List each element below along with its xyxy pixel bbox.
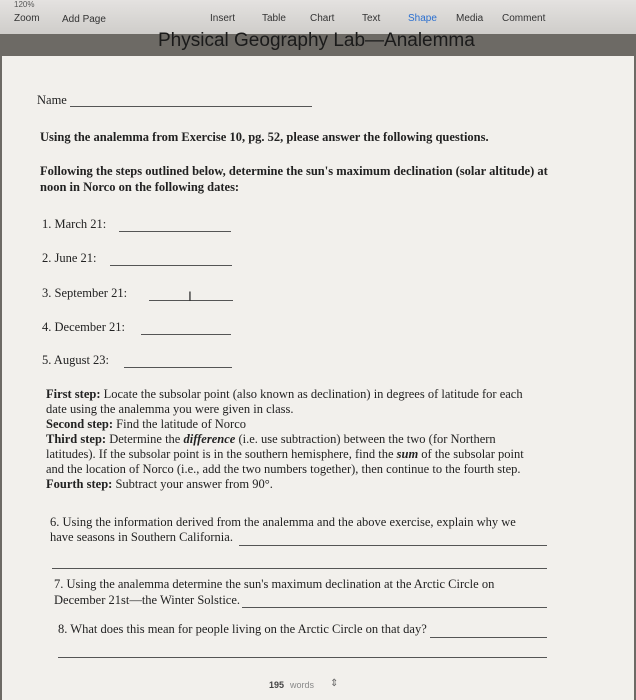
- answer-blank-2[interactable]: [110, 265, 232, 266]
- question-6-line-2: have seasons in Southern California.: [50, 530, 233, 544]
- step-1-line-1: [46, 387, 523, 402]
- answer-blank-4[interactable]: [141, 334, 231, 335]
- step-3-sum: sum: [396, 447, 419, 461]
- step-2: [46, 417, 246, 432]
- step-1-label: First step:: [46, 387, 101, 401]
- zoom-value[interactable]: 120%: [14, 0, 35, 9]
- step-2-text: Find the latitude of Norco: [113, 417, 246, 431]
- word-count-label: words: [290, 680, 315, 690]
- answer-blank-7[interactable]: [242, 607, 547, 608]
- toolbar: [0, 0, 636, 34]
- add-page-button[interactable]: Add Page: [62, 14, 106, 25]
- question-6-line-1: 6. Using the information derived from the analemma and the above exercise, explain why we: [50, 515, 516, 529]
- step-1-text: Locate the subsolar point (also known as declination) in degrees of latitude for each: [100, 387, 523, 401]
- step-3-text-b: (i.e. use subtraction) between the two (for Northern: [235, 432, 496, 446]
- text-button[interactable]: Text: [362, 13, 381, 24]
- step-3-text-a: Determine the: [106, 432, 184, 446]
- step-3-difference: difference: [183, 432, 236, 446]
- answer-blank-8b[interactable]: [58, 657, 547, 658]
- step-3-line-2-a: latitudes). If the subsolar point is in the southern hemisphere, find the: [46, 447, 397, 461]
- answer-blank-6a[interactable]: [239, 545, 547, 546]
- step-1-line-2: date using the analemma you were given in class.: [46, 402, 294, 416]
- name-blank[interactable]: [70, 106, 312, 107]
- step-3-line-2: [46, 447, 524, 462]
- question-7-line-1: 7. Using the analemma determine the sun's maximum declination at the Arctic Circle on: [54, 577, 495, 591]
- answer-blank-8a[interactable]: [430, 637, 547, 638]
- prompt-line-2: noon in Norco on the following dates:: [40, 180, 240, 194]
- prompt-line-1: Following the steps outlined below, determine the sun's maximum declination (solar altitude) at: [40, 164, 548, 178]
- step-3-line-2-b: of the subsolar point: [418, 447, 524, 461]
- step-3-line-3: and the location of Norco (i.e., add the two numbers together), then continue to the fourth step.: [46, 462, 521, 476]
- text-cursor-icon: I: [188, 288, 192, 304]
- question-5: 5. August 23:: [42, 353, 110, 367]
- instruction-text: Using the analemma from Exercise 10, pg. 52, please answer the following questions.: [40, 130, 489, 144]
- word-count-toggle-icon[interactable]: ⇕: [330, 678, 339, 689]
- question-8: 8. What does this mean for people living on the Arctic Circle on that day?: [58, 622, 427, 636]
- page-title: Physical Geography Lab—Analemma: [158, 30, 475, 51]
- question-4: 4. December 21:: [42, 320, 125, 334]
- answer-blank-5[interactable]: [124, 367, 232, 368]
- table-button[interactable]: Table: [262, 13, 286, 24]
- answer-blank-1[interactable]: [119, 231, 231, 232]
- word-count: 195: [269, 680, 285, 690]
- step-3-label: Third step:: [46, 432, 107, 446]
- question-3: 3. September 21:: [42, 286, 128, 300]
- media-button[interactable]: Media: [456, 13, 484, 24]
- step-4: [46, 477, 273, 492]
- step-2-label: Second step:: [46, 417, 114, 431]
- comment-button[interactable]: Comment: [502, 13, 546, 24]
- document-page[interactable]: [2, 56, 634, 700]
- step-3-line-1: [46, 432, 496, 447]
- zoom-button[interactable]: Zoom: [14, 13, 40, 24]
- step-4-text: Subtract your answer from 90°.: [112, 477, 273, 491]
- question-1: 1. March 21:: [42, 217, 107, 231]
- name-label: Name: [37, 93, 67, 107]
- chart-button[interactable]: Chart: [310, 13, 335, 24]
- step-4-label: Fourth step:: [46, 477, 113, 491]
- question-2: 2. June 21:: [42, 251, 97, 265]
- insert-button[interactable]: Insert: [210, 13, 236, 24]
- answer-blank-6b[interactable]: [52, 568, 547, 569]
- question-7-line-2: December 21st—the Winter Solstice.: [54, 593, 241, 607]
- word-count-bar: [240, 676, 370, 696]
- shape-button[interactable]: Shape: [408, 13, 437, 24]
